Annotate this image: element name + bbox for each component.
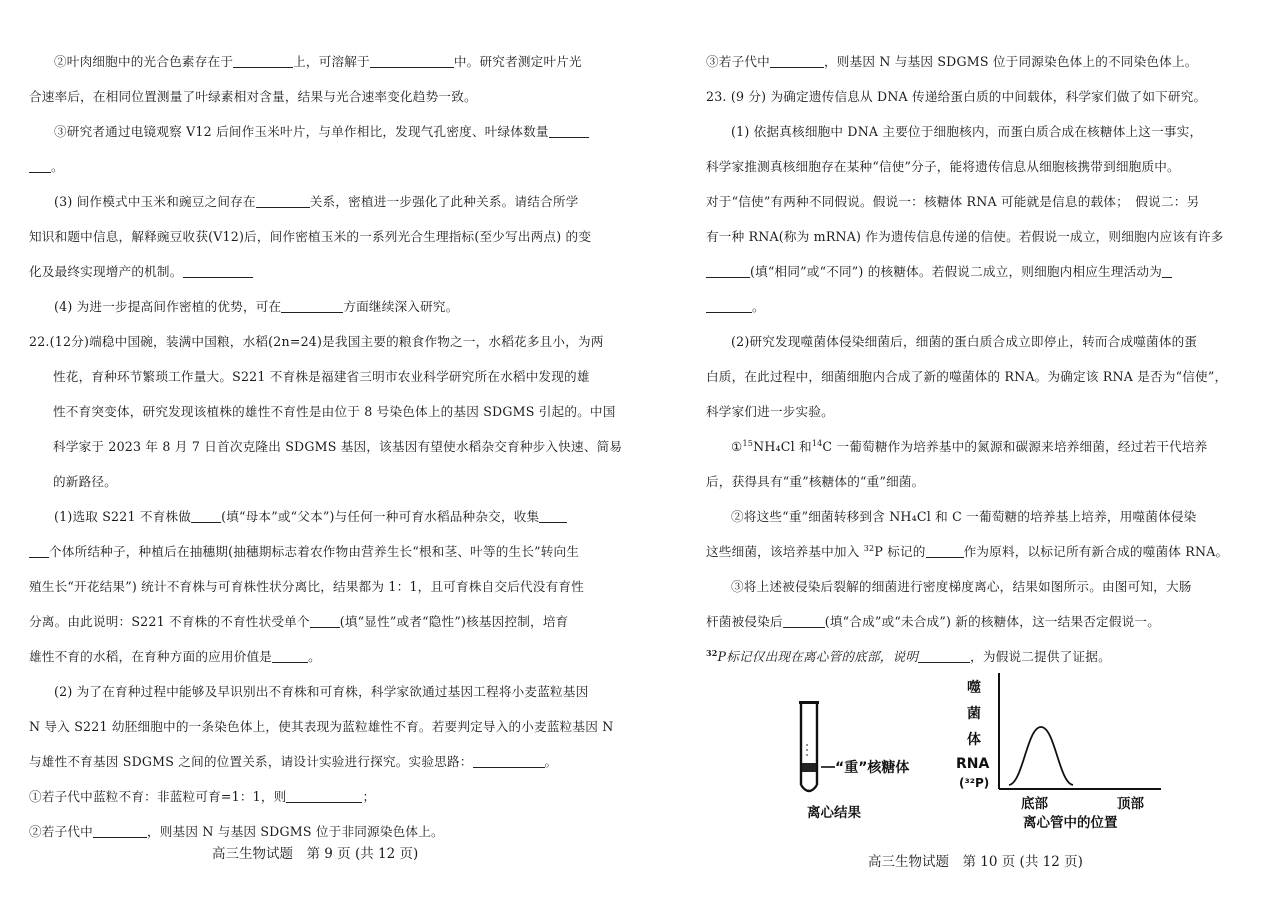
answer-blank[interactable] [473, 754, 545, 768]
text-line: 科学家于 2023 年 8 月 7 日首次克隆出 SDGMS 基因，该基因有望使水稻杂交育种步入快速、简易 [53, 439, 623, 454]
page-footer: 高三生物试题 第 9 页 (共 12 页) [212, 846, 419, 862]
text-line: 这些细菌，该培养基中加入 $^{32}$P 标记的 作为原料，以标记所有新合成的噬菌体 RNA。 [706, 544, 1229, 559]
answer-blank[interactable] [29, 159, 51, 173]
text-line: 科学家推测真核细胞存在某种“信使”分子，能将遗传信息从细胞核携带到细胞质中。 [706, 159, 1180, 174]
y-axis-char: 噬 [967, 680, 981, 696]
text-line: 知识和题中信息，解释豌豆收获(V12)后，间作密植玉米的一系列光合生理指标(至少写出两点) 的变 [29, 229, 592, 244]
text-line: $^{32}$P标记仅出现在离心管的底部，说明 ，为假说二提供了证据。 [706, 648, 1111, 664]
tube-label: “重”核糖体 [835, 760, 910, 776]
question-23-heading: 23. (9 分) 为确定遗传信息从 DNA 传递给蛋白质的中间载体，科学家们做了如下研究。 [706, 89, 1207, 104]
text-line: 殖生长“开花结果”) 统计不育株与可育株性状分离比，结果都为 1：1，且可育株自交后代没有育性 [29, 579, 584, 594]
answer-blank[interactable] [549, 124, 589, 138]
text-line: 性花，育种环节繁琐工作量大。S221 不育株是福建省三明市农业科学研究所在水稻中发现的雄 [53, 369, 590, 384]
text-line: 个体所结种子，种植后在抽穗期(抽穗期标志着农作物由营养生长“根和茎、叶等的生长”转向生 [29, 543, 579, 561]
text-line: (3) 间作模式中玉米和豌豆之间存在 关系，密植进一步强化了此种关系。请结合所学 [54, 194, 579, 209]
answer-blank[interactable] [272, 649, 308, 663]
answer-blank[interactable] [29, 544, 49, 558]
answer-blank[interactable] [191, 509, 221, 523]
x-axis-right-label: 顶部 [1117, 796, 1144, 812]
text-line: 白质，在此过程中，细菌细胞内合成了新的噬菌体的 RNA。为确定该 RNA 是否为“信使”， [706, 369, 1228, 384]
question-22-heading: 22.(12分)端稳中国碗，装满中国粮，水稻(2n=24)是我国主要的粮食作物之一，水稻花多且小，为两 [29, 334, 604, 349]
text-line: (4) 为进一步提高间作密植的优势，可在 方面继续深入研究。 [54, 299, 459, 314]
answer-blank[interactable] [286, 789, 362, 803]
left-page [0, 0, 632, 900]
answer-blank[interactable] [93, 824, 147, 838]
text-line: ②叶肉细胞中的光合色素存在于 上，可溶解于 中。研究者测定叶片光 [54, 54, 582, 69]
text-line: (1) 依据真核细胞中 DNA 主要位于细胞核内，而蛋白质合成在核糖体上这一事实， [731, 124, 1203, 139]
text-line: 。 [706, 298, 765, 316]
heavy-ribosome-band [802, 763, 816, 772]
answer-blank[interactable] [281, 299, 343, 313]
rna-peak-curve [1009, 727, 1073, 785]
text-line: 杆菌被侵染后 (填“合成”或“未合成”) 新的核糖体，这一结果否定假说一。 [706, 614, 1161, 629]
y-axis-rna: RNA [956, 756, 990, 772]
text-line: 化及最终实现增产的机制。 [29, 263, 253, 281]
answer-blank[interactable] [926, 544, 964, 558]
answer-blank[interactable] [706, 299, 752, 313]
answer-blank[interactable] [1162, 264, 1172, 278]
answer-blank[interactable] [183, 264, 253, 278]
right-page [632, 0, 1265, 900]
text-line: ②将这些“重”细菌转移到含 NH₄Cl 和 C 一葡萄糖的培养基上培养，用噬菌体侵染 [731, 509, 1197, 524]
centrifuge-figure [787, 665, 1167, 845]
text-line: 对于“信使”有两种不同假说。假说一：核糖体 RNA 可能就是信息的载体； 假说二：另 [706, 194, 1200, 209]
text-line: ③将上述被侵染后裂解的细菌进行密度梯度离心，结果如图所示。由图可知，大肠 [731, 579, 1192, 594]
answer-blank[interactable] [233, 54, 293, 68]
page-footer: 高三生物试题 第 10 页 (共 12 页) [868, 854, 1083, 870]
text-line: 合速率后，在相同位置测量了叶绿素相对含量，结果与光合速率变化趋势一致。 [29, 89, 477, 104]
answer-blank[interactable] [539, 509, 567, 523]
text-line: 后，获得具有“重”核糖体的“重”细菌。 [706, 474, 925, 489]
text-line: 有一种 RNA(称为 mRNA) 作为遗传信息传递的信使。若假说一成立，则细胞内应该有许多 [706, 229, 1224, 244]
answer-blank[interactable] [310, 614, 340, 628]
text-line: ①若子代中蓝粒不育：非蓝粒可育=1：1，则 ； [29, 789, 376, 804]
answer-blank[interactable] [770, 54, 824, 68]
answer-blank[interactable] [783, 614, 825, 628]
text-line: 。 [29, 158, 64, 176]
text-line: 性不育突变体，研究发现该植株的雄性不育性是由位于 8 号染色体上的基因 SDGMS 引起的。中国 [53, 404, 616, 419]
text-line: ②若子代中 ，则基因 N 与基因 SDGMS 位于非同源染色体上。 [29, 824, 444, 839]
text-line: 分离。由此说明：S221 不育株的不育性状受单个 (填“显性”或者“隐性”)核基因控制，培育 [29, 614, 569, 629]
text-line: (1)选取 S221 不育株做 (填“母本”或“父本”)与任何一种可育水稻品种杂交，收集 [29, 508, 567, 526]
x-axis-caption: 离心管中的位置 [1023, 815, 1118, 831]
text-line: ③研究者通过电镜观察 V12 后间作玉米叶片，与单作相比，发现气孔密度、叶绿体数量 [29, 123, 589, 141]
text-line: (填“相同”或“不同”) 的核糖体。若假说二成立，则细胞内相应生理活动为 [706, 263, 1172, 281]
answer-blank[interactable] [370, 54, 454, 68]
text-line: 的新路径。 [53, 474, 117, 489]
tube-caption: 离心结果 [807, 805, 861, 821]
answer-blank[interactable] [256, 194, 310, 208]
y-axis-char: 体 [967, 732, 981, 748]
answer-blank[interactable] [706, 264, 750, 278]
text-line: (2) 为了在育种过程中能够及早识别出不育株和可育株，科学家欲通过基因工程将小麦蓝粒基因 [54, 684, 589, 699]
text-line: ③若子代中 ，则基因 N 与基因 SDGMS 位于同源染色体上的不同染色体上。 [706, 54, 1198, 69]
text-line: (2)研究发现噬菌体侵染细菌后，细菌的蛋白质合成立即停止，转而合成噬菌体的蛋 [731, 334, 1198, 349]
text-line: 科学家们进一步实验。 [706, 404, 834, 419]
y-axis-p: (³²P) [959, 776, 990, 790]
y-axis-char: 菌 [967, 706, 981, 722]
text-line: 雄性不育的水稻，在育种方面的应用价值是 。 [29, 649, 321, 664]
test-tube [799, 701, 835, 791]
text-line: 与雄性不育基因 SDGMS 之间的位置关系，请设计实验进行探究。实验思路： 。 [29, 754, 558, 769]
x-axis-left-label: 底部 [1021, 796, 1048, 812]
text-line: ①$^{15}$NH₄Cl 和$^{14}$C 一葡萄糖作为培养基中的氮源和碳源来培养细菌，经过若干代培养 [731, 439, 1208, 454]
answer-blank[interactable] [918, 649, 970, 663]
text-line: N 导入 S221 幼胚细胞中的一条染色体上，使其表现为蓝粒雄性不育。若要判定导入的小麦蓝粒基因 N [29, 719, 614, 734]
